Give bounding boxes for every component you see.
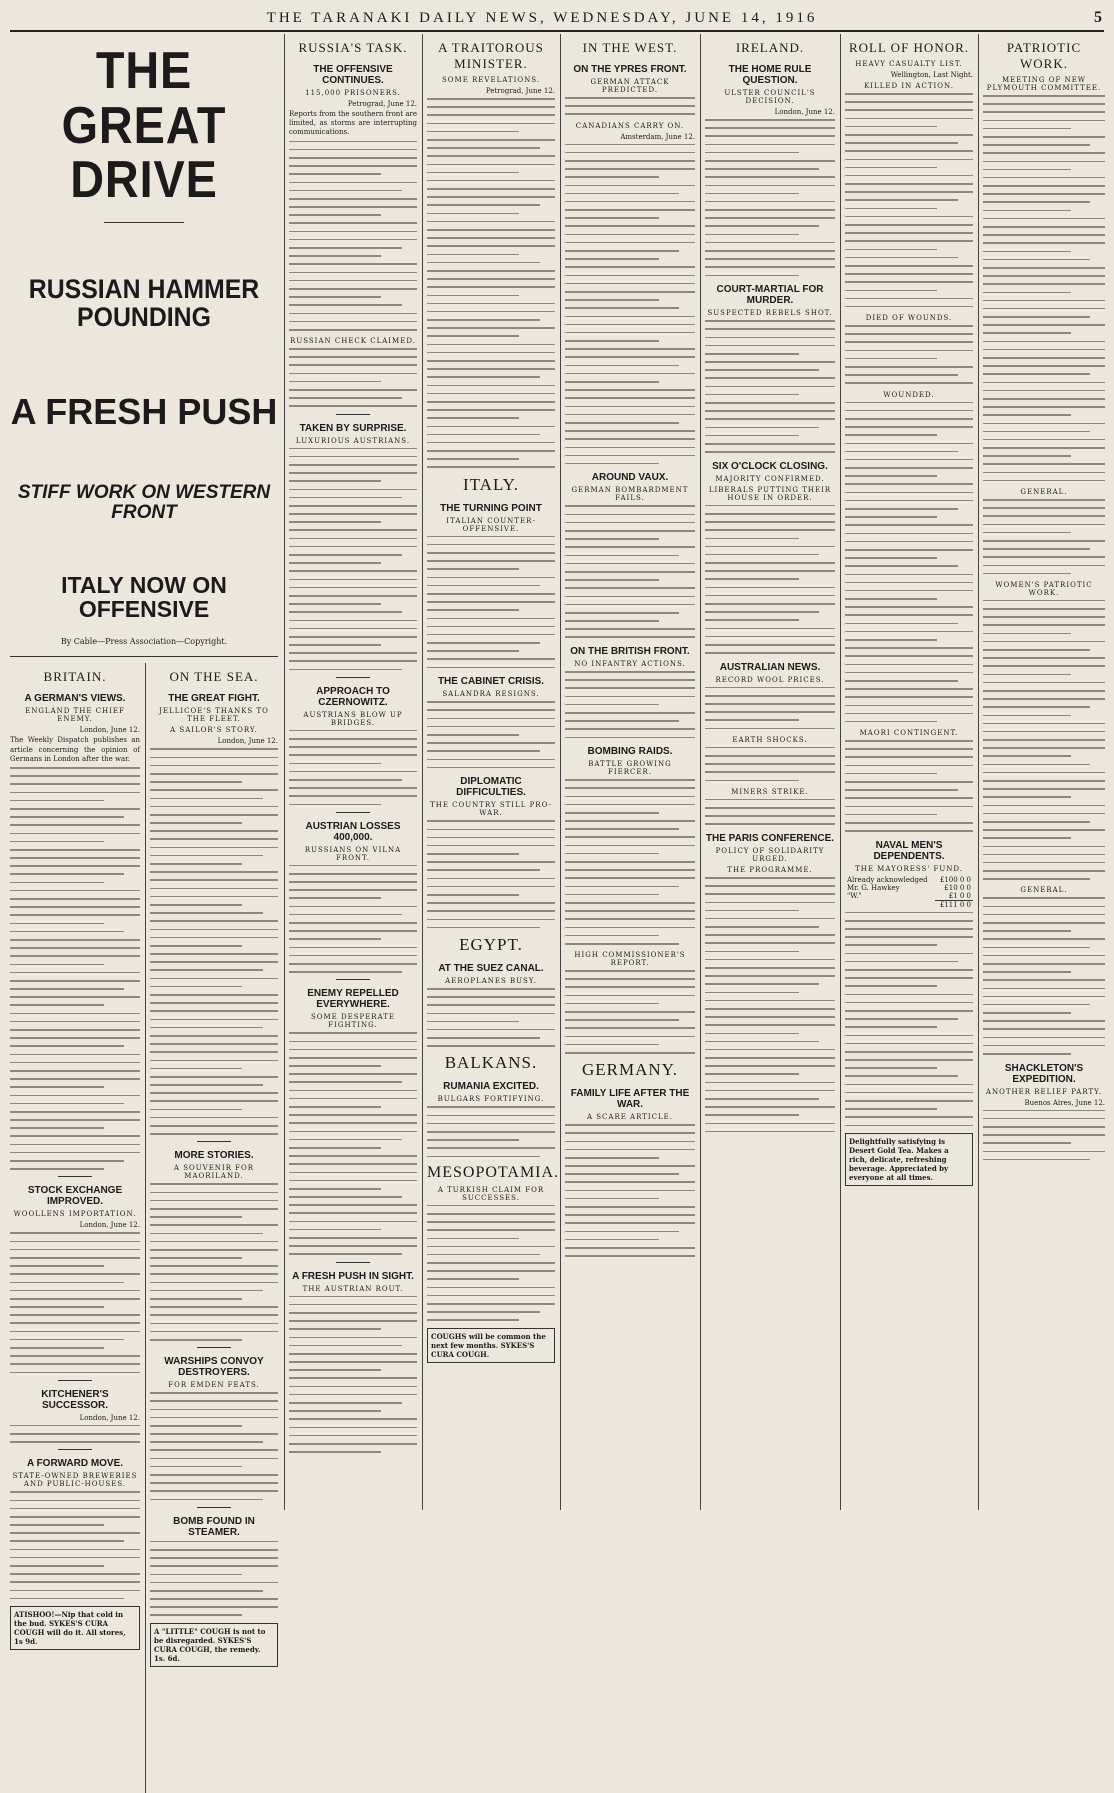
article-body: [289, 448, 417, 671]
section-title: PATRIOTIC WORK.: [1006, 40, 1082, 71]
advertisement: COUGHS will be common the next few months. SYKES'S CURA COUGH.: [427, 1328, 555, 1363]
subhead: WOUNDED.: [883, 390, 935, 399]
subhead: RECORD WOOL PRICES.: [715, 675, 825, 684]
fund-amount: £111 0 0: [935, 900, 973, 909]
britain-column: [10, 663, 140, 1793]
fund-amount: £10 0 0: [944, 883, 971, 892]
lead-deck-3: STIFF WORK ON WESTERN FRONT: [17, 482, 271, 524]
dateline: London, June 12.: [79, 1221, 140, 1230]
article-body: [427, 1106, 555, 1157]
headline: RUMANIA EXCITED.: [443, 1081, 539, 1093]
lead-deck-2: A FRESH PUSH: [10, 391, 278, 433]
article-body: [150, 1541, 278, 1616]
subhead: WOMEN'S PATRIOTIC WORK.: [995, 580, 1093, 597]
headline: KITCHENER'S SUCCESSOR.: [41, 1388, 109, 1411]
headline: STOCK EXCHANGE IMPROVED.: [27, 1185, 123, 1208]
patriotic-column: [983, 34, 1105, 1510]
lead-subcolumns: [10, 663, 278, 1793]
divider: [336, 414, 370, 415]
article-body: [289, 1032, 417, 1255]
headline: THE GREAT FIGHT.: [168, 693, 260, 705]
article-body: [565, 671, 695, 738]
article-body: [427, 820, 555, 928]
subhead: SUSPECTED REBELS SHOT.: [707, 309, 833, 318]
article-body: [983, 1110, 1105, 1161]
divider: [58, 1449, 92, 1450]
subhead: BULGARS FORTIFYING.: [437, 1095, 545, 1104]
subhead: RUSSIANS ON VILNA FRONT.: [304, 845, 402, 862]
subhead: NO INFANTRY ACTIONS.: [574, 660, 686, 669]
section-title: ON THE SEA.: [169, 669, 259, 685]
subhead: THE AUSTRIAN ROUT.: [302, 1284, 404, 1293]
headline: THE CABINET CRISIS.: [437, 676, 545, 688]
column-rule: [284, 34, 285, 1510]
headline: AROUND VAUX.: [591, 472, 669, 484]
article-body: [705, 877, 835, 1132]
subhead: THE COUNTRY STILL PRO-WAR.: [430, 801, 552, 818]
casualty-list: [845, 402, 973, 723]
headline: THE TURNING POINT: [440, 502, 542, 514]
subhead: GERMAN ATTACK PREDICTED.: [590, 78, 670, 94]
divider: [336, 979, 370, 980]
subhead: MEETING OF NEW PLYMOUTH COMMITTEE.: [986, 76, 1102, 92]
subhead: SOME REVELATIONS.: [442, 76, 540, 84]
article-body: [705, 747, 835, 781]
lead-deck-1: RUSSIAN HAMMER POUNDING: [28, 273, 260, 333]
headline: THE OFFENSIVE CONTINUES.: [313, 64, 393, 86]
subhead: ANOTHER RELIEF PARTY.: [985, 1087, 1103, 1096]
headline: DIPLOMATIC DIFFICULTIES.: [456, 776, 526, 799]
headline: A FORWARD MOVE.: [26, 1458, 124, 1470]
article-body: [565, 97, 695, 115]
dateline: London, June 12.: [79, 1413, 140, 1422]
headline: AT THE SUEZ CANAL.: [438, 962, 544, 974]
dateline: Buenos Aires, June 12.: [1024, 1098, 1105, 1107]
article-body: [427, 98, 555, 468]
fund-row: [845, 884, 973, 892]
article-body: [983, 95, 1105, 481]
dateline: Amsterdam, June 12.: [620, 132, 695, 141]
divider: [58, 1380, 92, 1381]
divider: [58, 1176, 92, 1177]
fund-label: [845, 900, 935, 909]
on-the-sea-column: [150, 663, 278, 1793]
subhead: AUSTRIANS BLOW UP BRIDGES.: [303, 710, 403, 727]
article-body: [565, 1124, 695, 1257]
section-title: GERMANY.: [581, 1060, 678, 1080]
fund-label: Mr. G. Hawkey: [847, 883, 900, 892]
headline: A GERMAN'S VIEWS.: [24, 693, 126, 705]
subhead: RUSSIAN CHECK CLAIMED.: [290, 337, 416, 346]
subhead: A SAILOR'S STORY.: [170, 726, 258, 735]
subhead: LUXURIOUS AUSTRIANS.: [295, 436, 411, 445]
subhead: GENERAL.: [1020, 886, 1068, 895]
subhead: JELLICOE'S THANKS TO THE FLEET.: [159, 707, 269, 724]
fund-total-row: [845, 900, 973, 909]
headline: BOMBING RAIDS.: [587, 746, 673, 758]
subhead: POLICY OF SOLIDARITY URGED.: [715, 846, 825, 863]
article-body: [427, 1205, 555, 1321]
section-title: IRELAND.: [735, 40, 805, 55]
subhead: SOME DESPERATE FIGHTING.: [310, 1013, 396, 1030]
headline: THE HOME RULE QUESTION.: [728, 64, 812, 86]
article-body: [10, 767, 140, 1170]
subhead: THE PROGRAMME.: [727, 865, 813, 874]
subhead: 115,000 PRISONERS.: [305, 89, 401, 97]
article-body: [705, 687, 835, 730]
lead-deck-4: ITALY NOW ON OFFENSIVE: [61, 572, 227, 623]
section-title: EGYPT.: [459, 934, 523, 954]
subhead: BATTLE GROWING FIERCER.: [588, 760, 672, 777]
traitor-italy-column: [427, 34, 560, 1510]
subhead: SALANDRA RESIGNS.: [442, 690, 540, 699]
subhead: A SCARE ARTICLE.: [586, 1113, 674, 1122]
headline: COURT-MARTIAL FOR MURDER.: [716, 284, 824, 307]
lead-byline: By Cable—Press Association—Copyright.: [60, 637, 228, 647]
column-rule: [145, 663, 146, 1793]
article-body: [983, 897, 1105, 1054]
subhead: THE MAYORESS' FUND.: [855, 864, 963, 873]
article-body: [289, 348, 417, 407]
article-body: [150, 1183, 278, 1340]
section-title: IN THE WEST.: [582, 40, 678, 55]
casualty-list: [845, 325, 973, 384]
subhead: WOOLLENS IMPORTATION.: [13, 1210, 137, 1219]
headline: ENEMY REPELLED EVERYWHERE.: [307, 988, 399, 1011]
subhead: A TURKISH CLAIM FOR SUCCESSES.: [437, 1185, 545, 1202]
masthead: [10, 8, 1104, 32]
subhead: MAJORITY CONFIRMED.: [715, 474, 825, 483]
column-rule: [840, 34, 841, 1510]
headline: FAMILY LIFE AFTER THE WAR.: [570, 1088, 690, 1111]
divider: [336, 1262, 370, 1263]
fund-table: [845, 876, 973, 909]
russia-column: [289, 34, 417, 1510]
divider: [197, 1141, 231, 1142]
subhead: MAORI CONTINGENT.: [859, 729, 959, 738]
fund-row: [845, 892, 973, 901]
headline: MORE STORIES.: [174, 1150, 254, 1162]
subhead: HIGH COMMISSIONER'S REPORT.: [574, 951, 686, 968]
subhead: AEROPLANES BUSY.: [445, 976, 537, 985]
section-title: A TRAITOROUS MINISTER.: [438, 40, 544, 71]
dateline: Wellington, Last Night.: [890, 71, 973, 79]
ireland-column: [705, 34, 835, 1510]
article-body: [289, 865, 417, 973]
subhead: STATE-OWNED BREWERIES AND PUBLIC-HOUSES.: [12, 1472, 138, 1489]
article-body: [10, 1232, 140, 1373]
article-body: [565, 144, 695, 465]
dateline: London, June 12.: [774, 108, 835, 116]
headline: TAKEN BY SURPRISE.: [299, 422, 407, 434]
headline: WARSHIPS CONVOY DESTROYERS.: [164, 1356, 264, 1379]
headline: SHACKLETON'S EXPEDITION.: [1004, 1062, 1084, 1085]
article-body: [705, 505, 835, 654]
article-body: [427, 988, 555, 1047]
section-title: ITALY.: [463, 474, 519, 494]
divider: [10, 656, 278, 657]
running-head: THE TARANAKI DAILY NEWS, WEDNESDAY, JUNE 14, 1916: [266, 10, 818, 26]
subhead: CANADIANS CARRY ON.: [575, 121, 685, 130]
article-text: The Weekly Dispatch publishes an article concerning the opinion of Germans in London after the war.: [10, 736, 140, 763]
article-body: [983, 499, 1105, 574]
headline: ON THE YPRES FRONT.: [573, 64, 687, 75]
article-body: [427, 536, 555, 669]
subhead: ENGLAND THE CHIEF ENEMY.: [25, 707, 125, 724]
lead-column: [10, 34, 278, 1663]
fund-label: Already acknowledged: [847, 875, 928, 884]
page-number: 5: [1094, 9, 1102, 26]
headline: A FRESH PUSH IN SIGHT.: [292, 1270, 414, 1282]
article-body: [10, 1491, 140, 1599]
divider: [336, 812, 370, 813]
section-title: BALKANS.: [444, 1053, 538, 1073]
article-body: [845, 912, 973, 1126]
article-body: [565, 779, 695, 944]
subhead: A SOUVENIR FOR MAORILAND.: [173, 1164, 255, 1181]
article-body: [289, 730, 417, 805]
article-text: Reports from the southern front are limited, as storms are interrupting communications.: [289, 110, 418, 137]
section-title: ROLL OF HONOR.: [848, 40, 970, 55]
headline: THE PARIS CONFERENCE.: [705, 832, 835, 844]
subhead: DIED OF WOUNDS.: [865, 314, 953, 323]
article-body: [565, 505, 695, 638]
divider: [336, 677, 370, 678]
headline: APPROACH TO CZERNOWITZ.: [316, 685, 390, 708]
article-body: [150, 748, 278, 1134]
article-body: [705, 799, 835, 825]
subhead: KILLED IN ACTION.: [864, 82, 954, 90]
article-body: [565, 970, 695, 1053]
fund-row: [845, 876, 973, 884]
subhead: FOR EMDEN FEATS.: [168, 1381, 260, 1390]
headline: SIX O'CLOCK CLOSING.: [712, 460, 828, 472]
advertisement: ATISHOO!—Nip that cold in the bud. SYKES'S CURA COUGH will do it. All stores, 1s 9d.: [10, 1606, 140, 1650]
article-body: [427, 701, 555, 768]
article-body: [150, 1392, 278, 1500]
article-body: [983, 600, 1105, 880]
column-rule: [560, 34, 561, 1510]
article-body: [289, 141, 417, 331]
headline: AUSTRIAN LOSSES 400,000.: [305, 820, 401, 843]
column-rule: [700, 34, 701, 1510]
dateline: London, June 12.: [79, 726, 140, 735]
headline: BOMB FOUND IN STEAMER.: [173, 1515, 255, 1538]
headline: ON THE BRITISH FRONT.: [570, 646, 690, 658]
fund-amount: £100 0 0: [939, 875, 971, 884]
subhead: ITALIAN COUNTER-OFFENSIVE.: [446, 516, 536, 533]
roll-of-honor-column: [845, 34, 973, 1510]
column-rule: [978, 34, 979, 1510]
section-title: RUSSIA'S TASK.: [298, 40, 408, 55]
subhead: EARTH SHOCKS.: [732, 735, 808, 744]
divider: [197, 1347, 231, 1348]
divider: [197, 1507, 231, 1508]
section-title: BRITAIN.: [43, 669, 107, 685]
subhead: MINERS STRIKE.: [731, 787, 809, 796]
dateline: London, June 12.: [217, 737, 278, 746]
article-body: [10, 1425, 140, 1443]
column-rule: [422, 34, 423, 1510]
casualty-list: [845, 93, 973, 307]
fund-amount: £1 0 0: [948, 891, 971, 900]
fund-label: "W.": [847, 891, 862, 900]
west-column: [565, 34, 695, 1510]
advertisement: A "LITTLE" COUGH is not to be disregarded. SYKES'S CURA COUGH, the remedy. 1s. 6d.: [150, 1623, 278, 1667]
subhead: GENERAL.: [1020, 488, 1068, 496]
section-title: MESOPOTAMIA.: [427, 1163, 560, 1181]
advertisement: Delightfully satisfying is Desert Gold Tea. Makes a rich, delicate, refreshing beverage. Appreciated by everyone at all times.: [845, 1133, 973, 1186]
article-body: [705, 119, 835, 276]
subhead: LIBERALS PUTTING THEIR HOUSE IN ORDER.: [708, 485, 832, 502]
dateline: Petrograd, June 12.: [485, 87, 555, 95]
article-body: [289, 1296, 417, 1453]
subhead: GERMAN BOMBARDMENT FAILS.: [571, 486, 689, 503]
casualty-list: [845, 740, 973, 832]
article-body: [705, 320, 835, 453]
divider: [104, 222, 184, 223]
lead-headline: THE GREAT DRIVE: [61, 42, 227, 210]
headline: NAVAL MEN'S DEPENDENTS.: [873, 839, 945, 862]
subhead: HEAVY CASUALTY LIST.: [855, 60, 963, 68]
headline: AUSTRALIAN NEWS.: [719, 661, 821, 673]
subhead: ULSTER COUNCIL'S DECISION.: [724, 89, 816, 105]
dateline: Petrograd, June 12.: [347, 100, 417, 108]
